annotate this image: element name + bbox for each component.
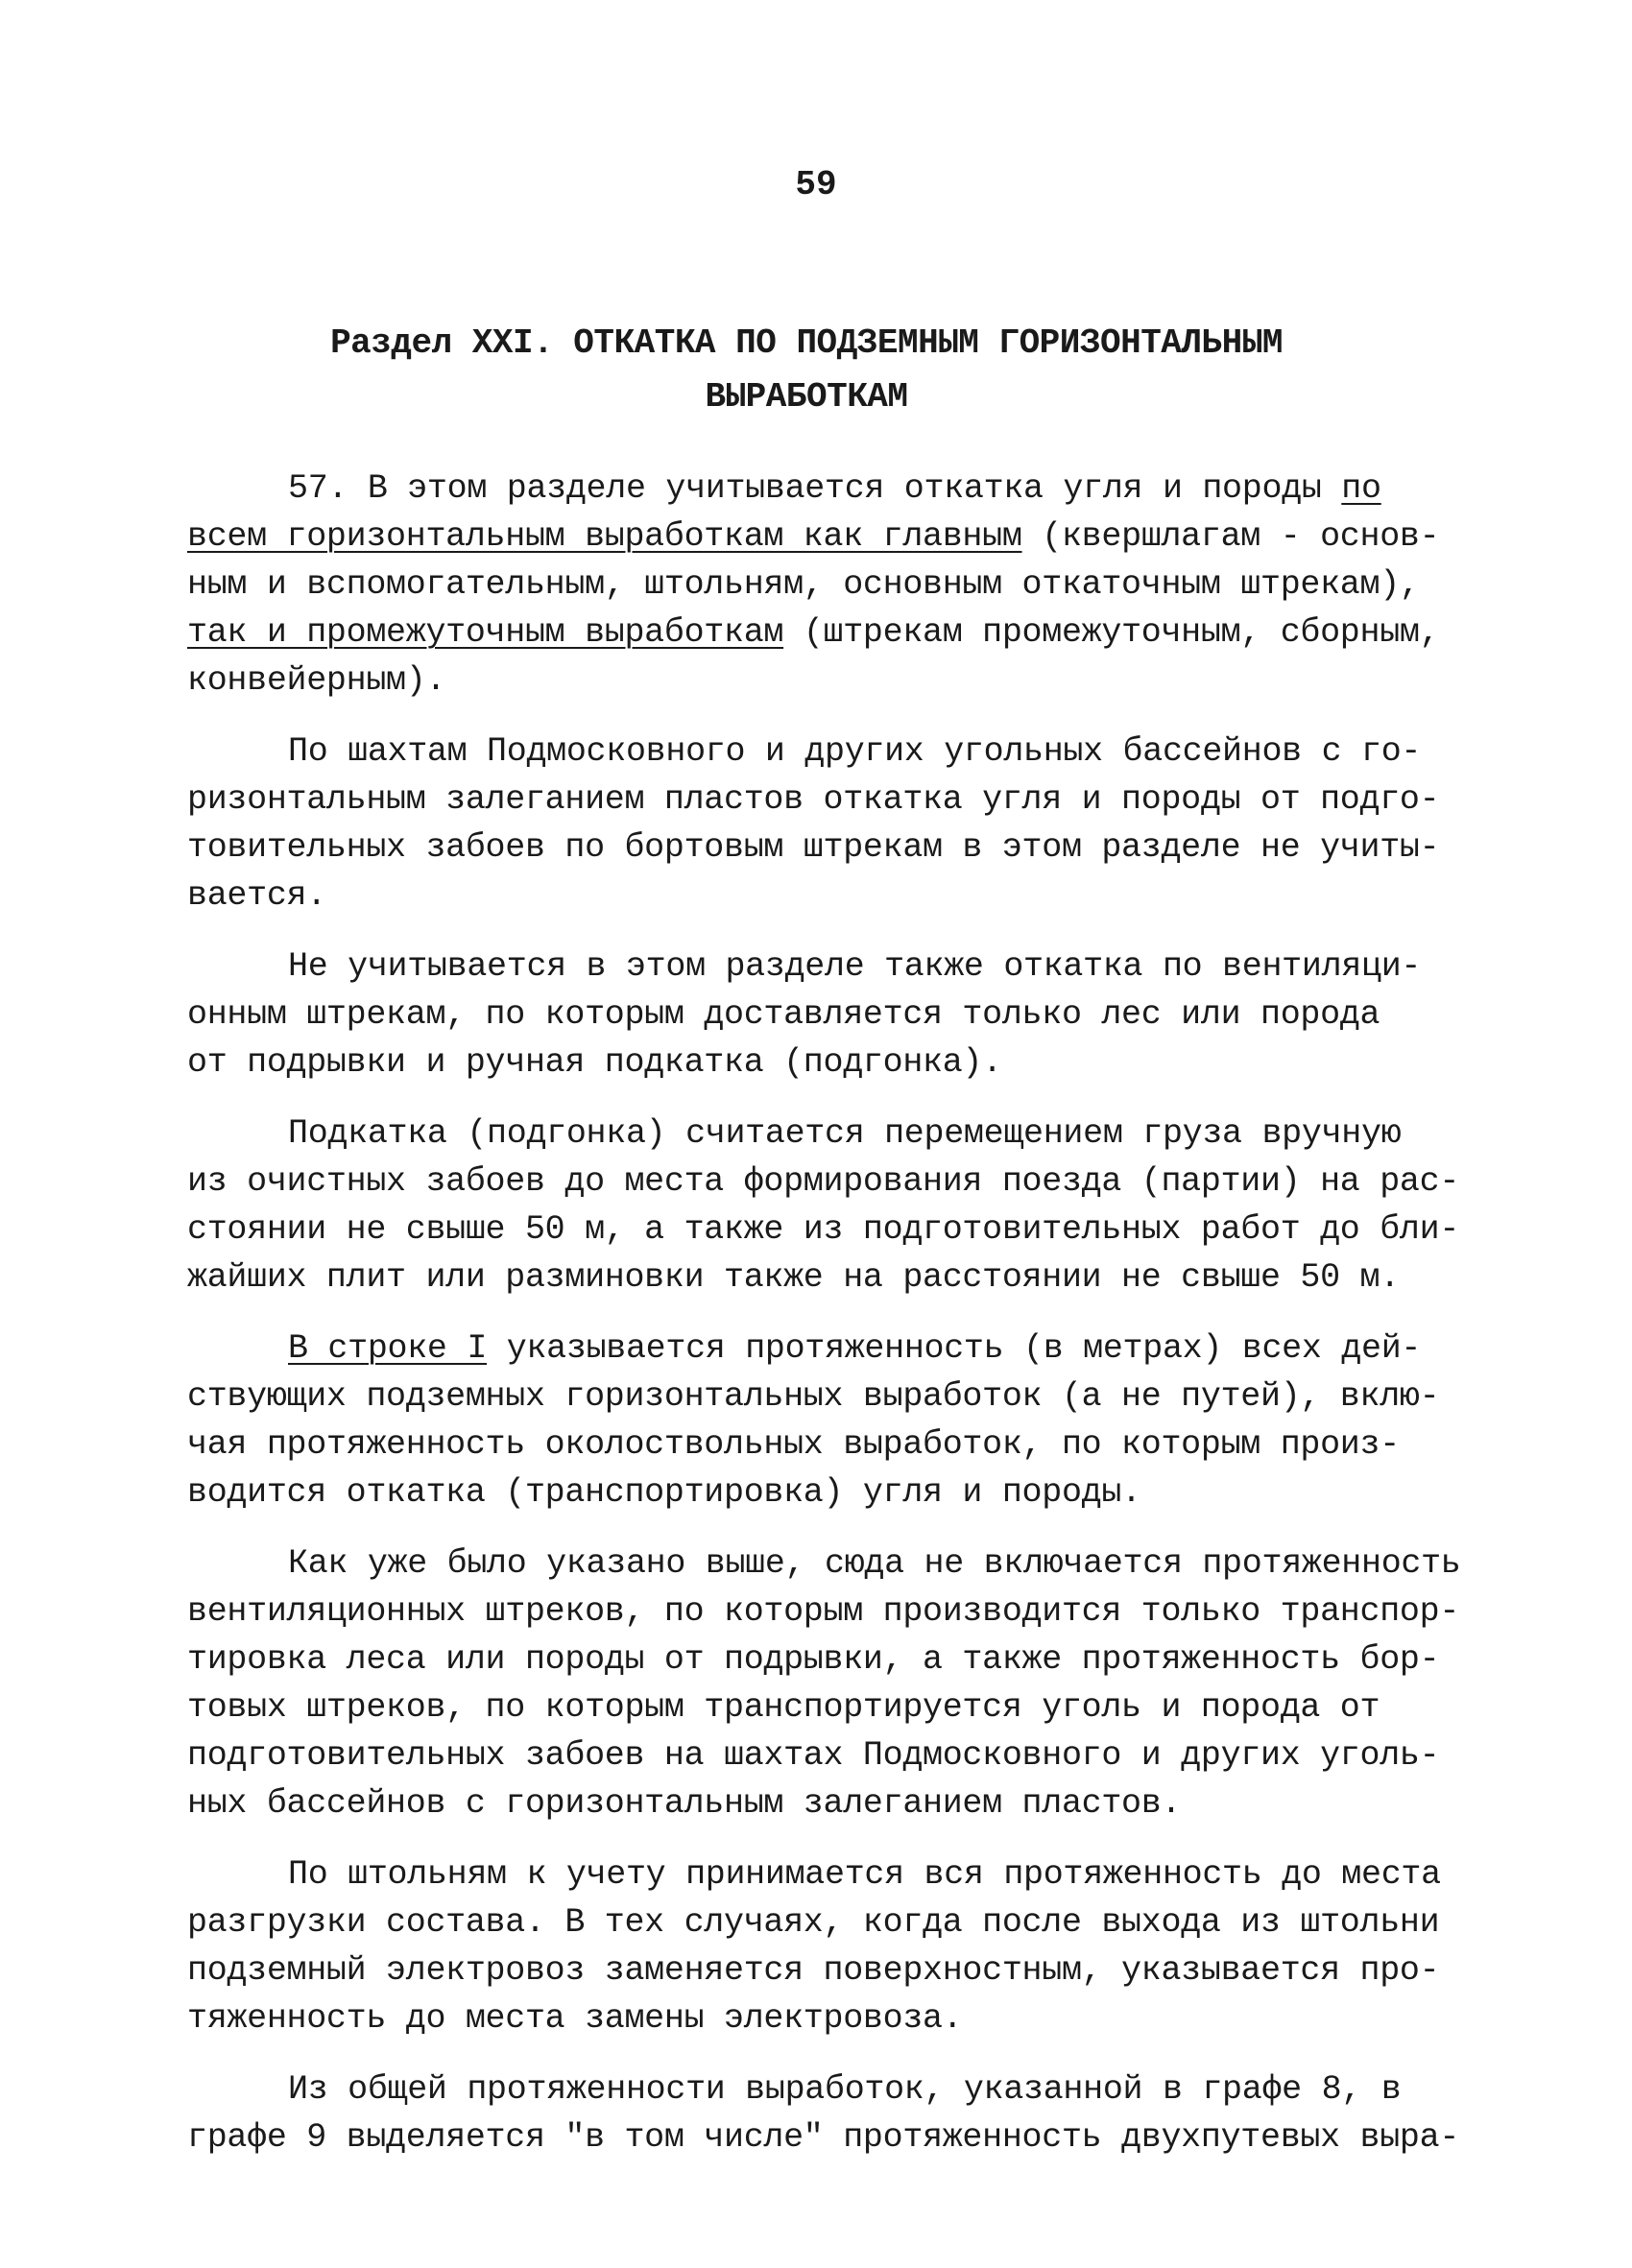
text-line <box>187 1325 1464 1373</box>
text-line: из очистных забоев до места формирования поезда (партии) на рас- <box>187 1162 1460 1201</box>
text-line: подземный электровоз заменяется поверхностным, указывается про- <box>187 1951 1440 1990</box>
text-line: товых штреков, по которым транспортируется уголь и порода от <box>187 1688 1380 1727</box>
text-segment: 57. В этом разделе учитывается откатка угля и породы <box>288 469 1342 508</box>
text-line: Подкатка (подгонка) считается перемещением груза вручную <box>288 1114 1402 1153</box>
paragraph-ventilation <box>187 943 1464 1086</box>
underlined-text: всем горизонтальным выработкам как главным <box>187 517 1022 556</box>
paragraph-adits <box>187 1850 1464 2042</box>
text-line: вентиляционных штреков, по которым производится только транспор- <box>187 1592 1460 1631</box>
text-segment: указывается протяженность (в метрах) всех дей- <box>487 1329 1422 1368</box>
text-line: жайших плит или разминовки также на расстоянии не свыше 50 м. <box>187 1258 1400 1297</box>
text-segment: (штрекам промежуточным, сборным, <box>783 613 1440 652</box>
text-line: тировка леса или породы от подрывки, а также протяженность бор- <box>187 1640 1440 1679</box>
text-line: ствующих подземных горизонтальных выработок (а не путей), вклю- <box>187 1377 1440 1416</box>
text-line: товительных забоев по бортовым штрекам в этом разделе не учиты- <box>187 828 1440 867</box>
text-line: По штольням к учету принимается вся протяженность до места <box>288 1855 1441 1894</box>
text-line: подготовительных забоев на шахтах Подмосковного и других уголь- <box>187 1736 1440 1775</box>
text-line: водится откатка (транспортировка) угля и породы. <box>187 1473 1141 1512</box>
text-line: тяженность до места замены электровоза. <box>187 1999 963 2038</box>
text-line: По шахтам Подмосковного и других угольных бассейнов с го- <box>288 732 1422 771</box>
section-title <box>187 317 1426 424</box>
underlined-text: так и промежуточным выработкам <box>187 613 784 652</box>
text-line: конвейерным). <box>187 661 446 700</box>
text-line: стоянии не свыше 50 м, а также из подготовительных работ до бли- <box>187 1210 1460 1249</box>
page-number: 59 <box>795 165 837 204</box>
paragraph-exclusions <box>187 1540 1464 1827</box>
text-line <box>187 465 1464 513</box>
text-line: ных бассейнов с горизонтальным залеганием пластов. <box>187 1784 1182 1823</box>
underlined-text: В строке I <box>288 1329 488 1368</box>
text-line <box>187 609 1464 657</box>
underlined-text: по <box>1341 469 1381 508</box>
text-line: Не учитывается в этом разделе также откатка по вентиляци- <box>288 947 1422 986</box>
text-line: разгрузки состава. В тех случаях, когда после выхода из штольни <box>187 1903 1440 1942</box>
text-line: чая протяженность околоствольных выработок, по которым произ- <box>187 1425 1400 1464</box>
text-line <box>187 513 1464 561</box>
text-line: Как уже было указано выше, сюда не включается протяженность <box>288 1544 1461 1583</box>
section-title-line-1: Раздел XXI. ОТКАТКА ПО ПОДЗЕМНЫМ ГОРИЗОНТАЛЬНЫМ <box>330 323 1283 363</box>
paragraph-57 <box>187 465 1464 704</box>
text-line: ным и вспомогательным, штольням, основным откаточным штрекам), <box>187 565 1420 604</box>
body-text <box>187 465 1464 2184</box>
text-line: Из общей протяженности выработок, указанной в графе 8, в <box>288 2070 1402 2109</box>
text-line: вается. <box>187 876 326 915</box>
text-line: графе 9 выделяется "в том числе" протяженность двухпутевых выра- <box>187 2118 1460 2157</box>
paragraph-row-1 <box>187 1325 1464 1516</box>
text-line: онным штрекам, по которым доставляется только лес или порода <box>187 995 1380 1034</box>
paragraph-hand-haulage <box>187 1110 1464 1301</box>
text-segment: (квершлагам - основ- <box>1021 517 1440 556</box>
paragraph-double-track <box>187 2065 1464 2161</box>
paragraph-moscow-basin <box>187 728 1464 919</box>
section-title-line-2: ВЫРАБОТКАМ <box>705 377 908 417</box>
text-line: ризонтальным залеганием пластов откатка угля и породы от подго- <box>187 780 1440 819</box>
text-line: от подрывки и ручная подкатка (подгонка). <box>187 1043 1002 1082</box>
